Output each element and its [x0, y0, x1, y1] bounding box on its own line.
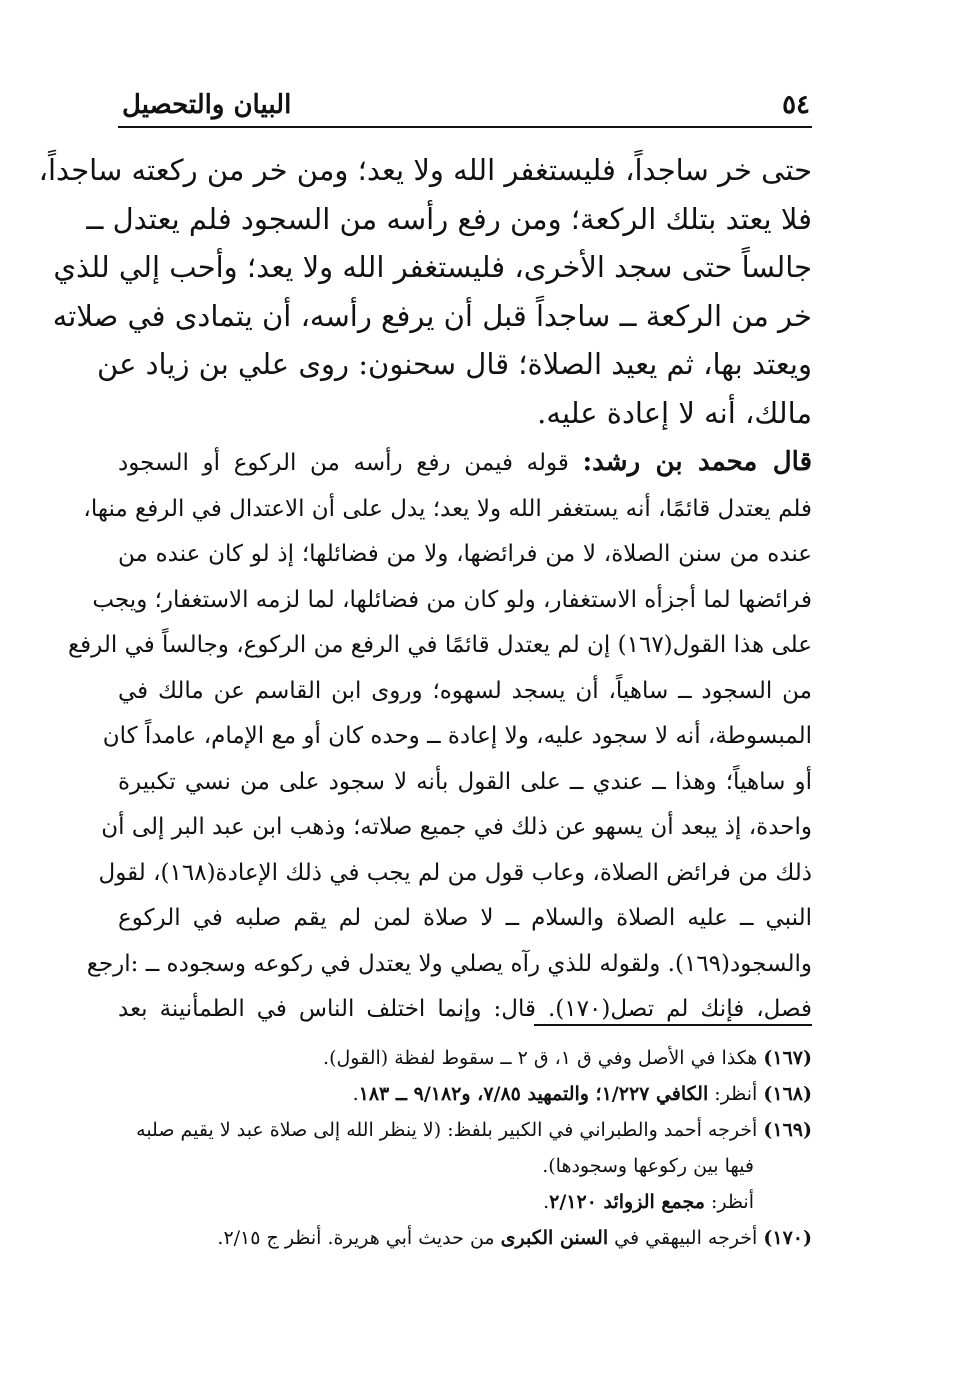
footnote-text: من حديث أبي هريرة. أنظر ج ٢/١٥.	[217, 1227, 501, 1249]
footnote-number: (١٦٨)	[763, 1083, 812, 1105]
text-line: فلم يعتدل قائمًا، أنه يستغفر الله ولا يعد؛ يدل على أن الاعتدال في الرفع منها،	[83, 495, 812, 522]
text-line: حتى خر ساجداً، فليستغفر الله ولا يعد؛ ومن خر من ركعته ساجداً،	[38, 153, 812, 187]
text-line: مالك، أنه لا إعادة عليه.	[537, 395, 812, 430]
paragraph-1	[38, 146, 812, 437]
footnote-169-ref	[118, 1184, 812, 1220]
footnote-170	[118, 1220, 812, 1256]
page-header	[118, 86, 812, 128]
text-line-first	[118, 440, 812, 487]
footnote-text: .	[543, 1191, 550, 1213]
footnote-167	[118, 1040, 812, 1076]
paragraph-2	[67, 440, 812, 1033]
text-line: واحدة، إذ يبعد أن يسهو عن ذلك في جميع صلاته؛ وذهب ابن عبد البر إلى أن	[101, 814, 812, 840]
text-line: فصل، فإنك لم تصل(١٧٠). قال: وإنما اختلف الناس في الطمأنينة بعد	[118, 996, 812, 1022]
footnote-text: أنظر:	[704, 1191, 754, 1213]
footnote-source: الكافي ١/٢٢٧؛ والتمهيد ٧/٨٥، و٩/١٨٢ ــ ١٨٣	[358, 1083, 709, 1105]
running-title: البيان والتحصيل	[122, 90, 292, 120]
text-line: أو ساهياً؛ وهذا ــ عندي ــ على القول بأنه لا سجود على من نسي تكبيرة	[118, 768, 812, 795]
footnote-number: (١٦٩)	[763, 1119, 812, 1141]
text-line: على هذا القول(١٦٧) إن لم يعتدل قائمًا في الرفع من الركوع، وجالساً في الرفع	[67, 632, 812, 658]
footnote-source: السنن الكبرى	[500, 1227, 609, 1249]
footnote-169-cont: فيها بين ركوعها وسجودها).	[542, 1155, 754, 1177]
text-run: قوله فيمن رفع رأسه من الركوع أو السجود	[118, 450, 583, 476]
text-line: ذلك من فرائض الصلاة، وعاب قول من لم يجب في ذلك الإعادة(١٦٨)، لقول	[98, 859, 812, 886]
text-line: عنده من سنن الصلاة، لا من فرائضها، ولا من فضائلها؛ إذ لو كان عنده من	[118, 541, 812, 567]
text-line: جالساً حتى سجد الأخرى، فليستغفر الله ولا يعد؛ وأحب إلي للذي	[53, 250, 812, 284]
footnote-169	[118, 1112, 812, 1148]
footnote-168	[118, 1076, 812, 1112]
footnote-text: .	[352, 1083, 359, 1105]
footnote-text: أخرجه أحمد والطبراني في الكبير بلفظ: (لا ينظر الله إلى صلاة عبد لا يقيم صلبه	[136, 1119, 764, 1141]
footnote-separator	[534, 1024, 812, 1026]
footnotes	[118, 1040, 812, 1256]
footnote-source: مجمع الزوائد ٢/١٢٠	[549, 1191, 705, 1213]
text-line: خر من الركعة ــ ساجداً قبل أن يرفع رأسه، أن يتمادى في صلاته	[52, 298, 812, 333]
footnote-text: هكذا في الأصل وفي ق ١، ق ٢ ــ سقوط لفظة (القول).	[323, 1047, 764, 1069]
text-line: من السجود ــ ساهياً، أن يسجد لسهوه؛ وروى ابن القاسم عن مالك في	[118, 677, 812, 704]
footnote-text: أنظر:	[708, 1083, 764, 1105]
footnote-number: (١٧٠)	[763, 1227, 812, 1249]
text-line: والسجود(١٦٩). ولقوله للذي رآه يصلي ولا يعتدل في ركوعه وسجوده ــ :ارجع	[86, 950, 812, 977]
text-line: النبي ــ عليه الصلاة والسلام ــ لا صلاة لمن لم يقم صلبه في الركوع	[118, 905, 812, 931]
page-number: ٥٤	[782, 90, 810, 120]
text-line: فلا يعتد بتلك الركعة؛ ومن رفع رأسه من السجود فلم يعتدل ــ	[86, 201, 812, 236]
footnote-number: (١٦٧)	[763, 1047, 812, 1069]
footnote-text: أخرجه البيهقي في	[608, 1227, 764, 1249]
text-line: المبسوطة، أنه لا سجود عليه، ولا إعادة ــ وحده كان أو مع الإمام، عامداً كان	[102, 723, 812, 749]
text-line: ويعتد بها، ثم يعيد الصلاة؛ قال سحنون: روى علي بن زياد عن	[97, 347, 812, 381]
text-line: فرائضها لما أجزأه الاستغفار، ولو كان من فضائلها، لما لزمه الاستغفار؛ ويجب	[92, 586, 812, 613]
author-lead: قال محمد بن رشد:	[582, 447, 812, 477]
